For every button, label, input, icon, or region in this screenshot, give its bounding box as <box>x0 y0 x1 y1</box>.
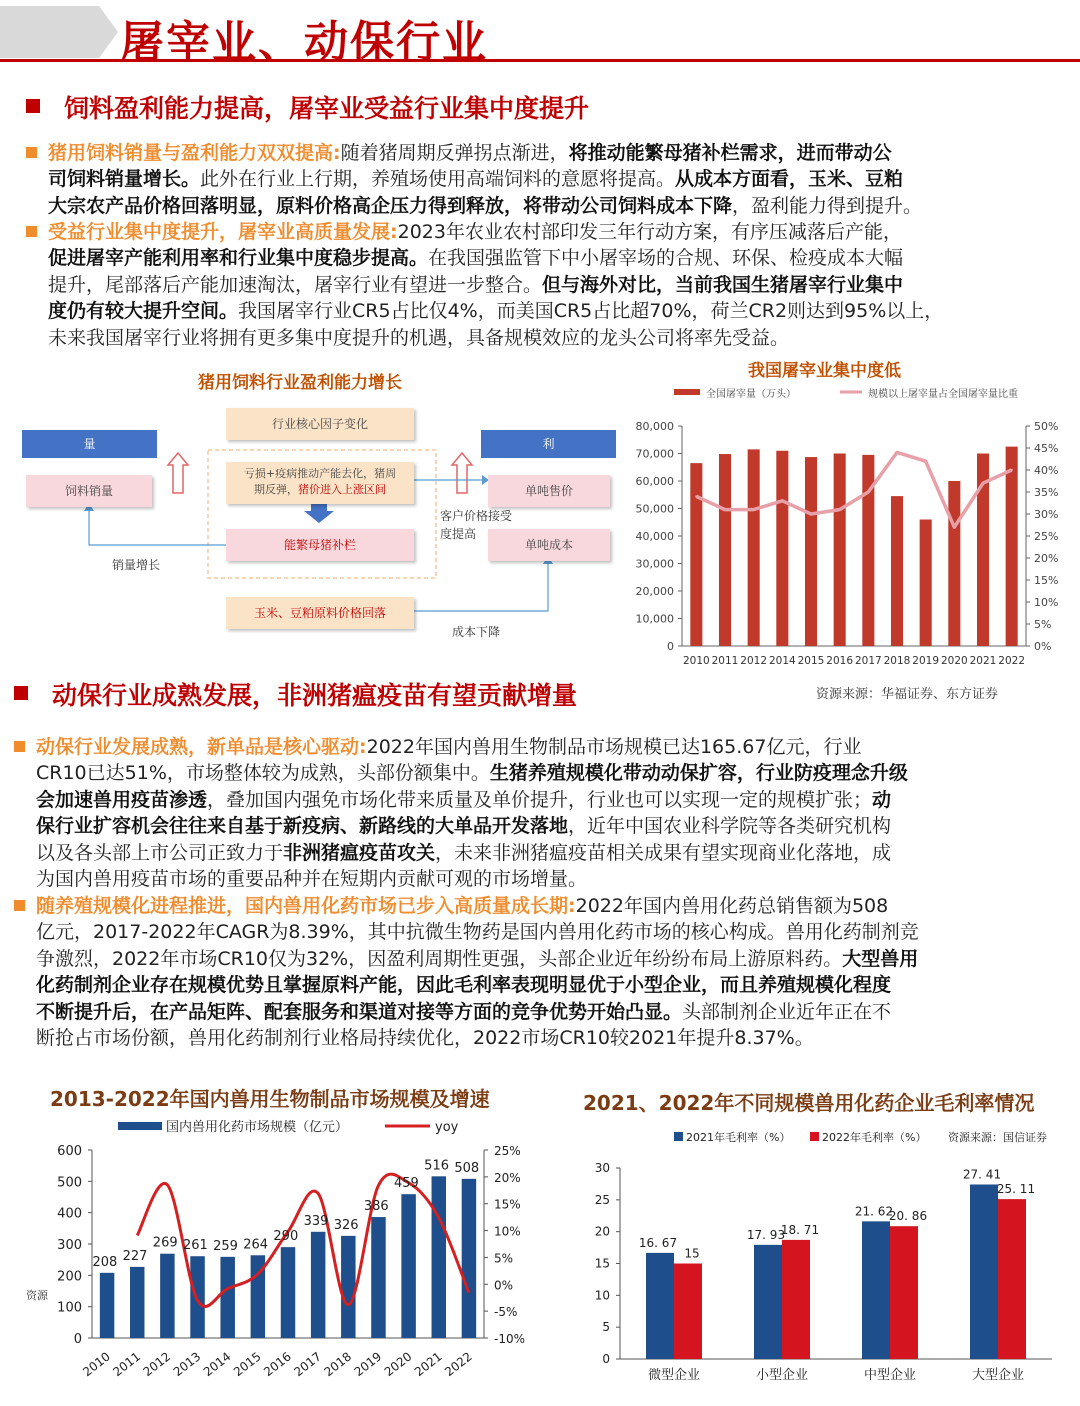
bold-text: 将推动能繁母猪补栏需求，进而带动公 <box>568 142 892 164</box>
y-tick: 5 <box>602 1320 610 1335</box>
diagram-box-feed-sales: 饲料销量 <box>26 475 152 507</box>
x-tick-label: 2016 <box>826 655 854 667</box>
text-line <box>36 919 1066 945</box>
text-line <box>36 999 1066 1025</box>
data-label: 20. 86 <box>888 1209 928 1224</box>
y-right-tick: 15% <box>1034 574 1059 587</box>
text-segment: ，盈利能力得到提升。 <box>732 194 923 217</box>
data-label: 27. 41 <box>962 1167 1002 1182</box>
legend-swatch-2022 <box>810 1132 819 1141</box>
bar-中型企业-2021 <box>862 1221 890 1359</box>
y-right-tick: -10% <box>494 1332 526 1346</box>
section1-bullet-2 <box>48 219 1078 351</box>
y-right-tick: 35% <box>1034 486 1059 499</box>
text-line <box>36 972 1066 998</box>
y-right-tick: 20% <box>1034 552 1059 565</box>
x-tick-label: 2018 <box>321 1349 355 1380</box>
bold-text: 非洲猪瘟疫苗攻关 <box>283 841 436 864</box>
y-right-tick: 45% <box>1034 442 1059 455</box>
y-left-tick: 300 <box>57 1238 82 1253</box>
x-tick-label: 微型企业 <box>647 1368 701 1383</box>
x-tick-label: 2012 <box>140 1349 174 1380</box>
bold-text: 度仍有较大提升空间。 <box>48 300 239 323</box>
margin-chart-source-note: 资源来源：国信证券 <box>948 1131 1047 1144</box>
data-label: 264 <box>243 1237 269 1253</box>
data-label: 15 <box>684 1246 700 1261</box>
text-line <box>36 1025 1066 1051</box>
text-segment: 此外在行业上行期，养殖场使用高端饲料的意愿将提高。 <box>200 168 676 191</box>
x-tick-label: 2015 <box>231 1349 264 1380</box>
x-tick-label: 2017 <box>291 1349 325 1380</box>
data-label: 290 <box>273 1229 299 1245</box>
share-line <box>696 452 1011 527</box>
x-tick-label: 2022 <box>998 655 1026 667</box>
bar-2010 <box>100 1273 114 1338</box>
bar-2012 <box>160 1254 174 1338</box>
bold-text: 促进屠宰产能利用率和行业集中度稳步提高。 <box>48 247 429 270</box>
legend-label-bar: 国内兽用化药市场规模（亿元） <box>166 1120 349 1135</box>
data-label: 459 <box>394 1176 419 1192</box>
section1-marker <box>26 99 40 113</box>
text-segment: 以及各头部上市公司正致力于 <box>36 841 284 864</box>
bold-text: 化药制剂企业存在规模优势且掌握原料产能，因此毛利率表现明显优于小型企业，而且养殖规模化程度 <box>36 974 892 997</box>
text-line <box>36 734 1066 760</box>
text-segment: 为国内兽用疫苗市场的重要品种并在短期内贡献可观的市场增量。 <box>36 868 588 891</box>
y-tick: 20 <box>594 1224 610 1239</box>
section2-source-note: 资源来源：华福证券、东方证券 <box>816 687 999 702</box>
section2-marker <box>14 686 28 700</box>
text-segment: CR10已达51%，市场整体较为成熟，头部份额集中。 <box>36 762 490 785</box>
y-right-tick: 20% <box>494 1170 521 1185</box>
bar-2018 <box>891 496 903 646</box>
text-line <box>36 946 1066 972</box>
y-tick: 15 <box>594 1256 610 1271</box>
text-line <box>48 245 1078 271</box>
y-left-tick: 60,000 <box>635 475 674 488</box>
text-segment: 头部制剂企业近年正在不 <box>682 1000 892 1023</box>
text-line <box>36 840 1066 866</box>
diagram-box-cycle <box>226 462 414 504</box>
x-tick-label: 2011 <box>711 655 739 667</box>
y-left-tick: 0 <box>73 1332 82 1347</box>
bar-2015 <box>805 457 817 646</box>
y-tick: 25 <box>594 1192 610 1207</box>
bold-text: 大宗农产品价格回落明显，原料价格高企压力得到释放，将带动公司饲料成本下降 <box>48 194 733 217</box>
bar-小型企业-2021 <box>754 1245 782 1359</box>
data-label: 17. 93 <box>746 1227 786 1242</box>
data-label: 21. 62 <box>854 1204 894 1219</box>
bullet-marker <box>14 900 25 911</box>
text-line <box>48 325 1078 351</box>
legend-label-2021: 2021年毛利率（%） <box>686 1131 791 1144</box>
y-right-tick: 25% <box>494 1144 521 1158</box>
section2-title: 动保行业成熟发展，非洲猪瘟疫苗有望贡献增量 <box>52 681 578 710</box>
diagram-box-unit-price: 单吨售价 <box>488 475 610 507</box>
margin-chart <box>580 1122 1080 1397</box>
y-right-tick: 0% <box>1034 640 1052 653</box>
diagram-cycle-line1: 亏损+疫病推动产能去化，猪周 <box>243 467 397 480</box>
bar-微型企业-2022 <box>674 1264 702 1360</box>
bullet-marker <box>14 741 25 752</box>
data-label: 339 <box>303 1213 329 1229</box>
text-line <box>36 787 1066 813</box>
y-tick: 30 <box>594 1161 610 1175</box>
x-tick-label: 2014 <box>200 1349 234 1380</box>
x-tick-label: 2018 <box>883 655 911 667</box>
header-chevron-decoration <box>0 6 118 58</box>
diagram-box-unit-cost: 单吨成本 <box>488 529 610 561</box>
legend-swatch-bar <box>674 389 700 395</box>
data-label: 16. 67 <box>638 1235 678 1250</box>
diagram-text-sales-growth: 销量增长 <box>112 558 161 572</box>
share-point-2022 <box>1010 469 1012 471</box>
legend-label-line: 规模以上屠宰量占全国屠宰量比重 <box>868 389 1018 400</box>
bold-text: 不断提升后，在产品矩阵、配套服务和渠道对接等方面的竞争优势开始凸显。 <box>36 1000 683 1023</box>
bar-2021 <box>432 1176 446 1338</box>
data-label: 208 <box>92 1254 118 1270</box>
share-point-2015 <box>810 513 812 515</box>
bar-微型企业-2021 <box>646 1253 674 1359</box>
bold-text: 生猪养殖规模化带动动保扩容，行业防疫理念升级 <box>489 762 908 785</box>
down-arrow-icon <box>304 503 334 523</box>
share-point-2016 <box>838 508 840 510</box>
bullet-marker <box>26 147 37 158</box>
data-label: 508 <box>454 1160 480 1176</box>
data-label: 227 <box>122 1248 148 1264</box>
text-segment: 断抢占市场份额，兽用化药制剂行业格局持续优化，2022市场CR10较2021年提升8.37%。 <box>36 1027 814 1050</box>
text-segment: 在我国强监管下中小屠宰场的合规、环保、检疫成本大幅 <box>428 247 904 270</box>
share-point-2012 <box>752 508 754 510</box>
y-left-tick: 100 <box>57 1300 82 1316</box>
text-line <box>48 166 1068 192</box>
share-point-2019 <box>924 460 926 462</box>
x-tick-label: 2020 <box>381 1349 415 1380</box>
data-label: 326 <box>333 1217 359 1233</box>
data-label: 18. 71 <box>780 1222 820 1237</box>
bar-2019 <box>920 520 932 647</box>
y-tick: 0 <box>602 1352 610 1366</box>
bar-2022 <box>462 1179 476 1338</box>
y-left-tick: 30,000 <box>635 557 674 571</box>
data-label: 261 <box>182 1238 208 1254</box>
diagram-cycle-line2: 期反弹，猪价进入上涨区间 <box>254 483 386 496</box>
bio-chart-title: 2013-2022年国内兽用生物制品市场规模及增速 <box>50 1087 490 1111</box>
bold-text: 动 <box>872 788 892 811</box>
text-segment: ，叠加国内强免市场化带来质量及单价提升，行业也可以实现一定的规模扩张； <box>207 788 873 811</box>
bio-market-chart <box>40 1112 540 1402</box>
section1-bullet-1 <box>48 140 1068 219</box>
legend-label-line: yoy <box>435 1120 459 1135</box>
y-right-tick: 10% <box>1034 596 1059 609</box>
legend-label-2022: 2022年毛利率（%） <box>822 1131 927 1144</box>
x-tick-label: 2012 <box>740 655 768 667</box>
y-right-tick: 15% <box>494 1197 521 1212</box>
x-tick-label: 2019 <box>912 655 940 667</box>
text-line <box>48 272 1078 298</box>
bar-大型企业-2021 <box>970 1184 998 1359</box>
text-line <box>36 893 1066 919</box>
highlight-text: 随养殖规模化进程推进，国内兽用化药市场已步入高质量成长期: <box>36 895 576 917</box>
bold-text: 从成本方面看，玉米、豆粕 <box>675 168 904 191</box>
diagram-core-factor: 行业核心因子变化 <box>226 408 414 440</box>
diagram-label-volume: 量 <box>22 430 157 458</box>
diagram-box-sow-restock: 能繁母猪补栏 <box>226 529 414 561</box>
bold-text: 大型兽用 <box>842 947 919 970</box>
y-right-tick: 10% <box>494 1224 521 1239</box>
bar-大型企业-2022 <box>998 1199 1026 1359</box>
bar-2014 <box>220 1257 234 1338</box>
section2-bullet-1 <box>36 734 1066 892</box>
bar-小型企业-2022 <box>782 1240 810 1359</box>
bar-2022 <box>1006 447 1018 646</box>
slaughter-chart-title: 我国屠宰业集中度低 <box>748 361 901 381</box>
x-tick-label: 2011 <box>110 1349 144 1380</box>
bar-2016 <box>281 1247 295 1338</box>
highlight-text: 动保行业发展成熟，新单品是核心驱动: <box>36 736 367 758</box>
diagram-label-profit: 利 <box>481 430 616 458</box>
text-segment: 2023年农业农村部印发三年行动方案，有序压减落后产能， <box>397 221 902 243</box>
text-line <box>48 193 1068 219</box>
slaughter-chart <box>630 378 1070 670</box>
text-line <box>48 219 1078 245</box>
y-right-tick: 0% <box>494 1278 514 1293</box>
share-point-2017 <box>867 491 869 493</box>
y-left-tick: 500 <box>57 1175 82 1191</box>
text-line <box>36 760 1066 786</box>
x-tick-label: 2019 <box>351 1349 385 1380</box>
up-arrow-icon <box>452 453 472 493</box>
y-left-tick: 40,000 <box>635 530 674 543</box>
text-segment: 提升，尾部落后产能加速淘汰，屠宰行业有望进一步整合。 <box>48 273 543 296</box>
diagram-box-corn-soy: 玉米、豆粕原料价格回落 <box>226 597 414 629</box>
bullet-marker <box>26 226 37 237</box>
bar-2019 <box>371 1217 385 1338</box>
share-point-2020 <box>953 526 955 528</box>
y-left-tick: 50,000 <box>635 502 674 516</box>
bar-2020 <box>401 1194 415 1338</box>
share-point-2021 <box>982 482 984 484</box>
bar-2020 <box>948 481 960 646</box>
highlight-text: 猪用饲料销量与盈利能力双双提高: <box>48 142 341 164</box>
x-tick-label: 中型企业 <box>863 1368 917 1383</box>
x-tick-label: 2010 <box>80 1349 113 1380</box>
text-line <box>48 140 1068 166</box>
bar-2016 <box>834 454 846 647</box>
x-tick-label: 小型企业 <box>755 1368 809 1383</box>
y-left-tick: 400 <box>57 1206 82 1222</box>
section2-bullet-2 <box>36 893 1066 1051</box>
y-left-tick: 600 <box>57 1144 82 1159</box>
y-right-tick: 5% <box>494 1251 514 1266</box>
text-segment: 我国屠宰行业CR5占比仅4%，而美国CR5占比超70%，荷兰CR2则达到95%以上， <box>238 300 944 323</box>
bold-text: 会加速兽用疫苗渗透 <box>36 788 208 811</box>
x-tick-label: 大型企业 <box>971 1368 1025 1383</box>
legend-swatch-2021 <box>674 1132 683 1141</box>
text-segment: 随着猪周期反弹拐点渐进， <box>340 142 569 164</box>
bold-text: 但与海外对比，当前我国生猪屠宰行业集中 <box>542 273 904 296</box>
data-label: 516 <box>424 1158 450 1174</box>
share-point-2011 <box>724 508 726 510</box>
y-right-tick: 50% <box>1034 420 1059 433</box>
text-segment: 亿元，2017-2022年CAGR为8.39%，其中抗微生物药是国内兽用化药市场的核心构成。兽用化药制剂竞 <box>36 921 919 944</box>
y-right-tick: 30% <box>1034 508 1059 521</box>
x-tick-label: 2016 <box>261 1349 294 1380</box>
y-right-tick: -5% <box>494 1305 518 1320</box>
up-arrow-icon <box>168 453 188 493</box>
y-left-tick: 0 <box>667 640 674 653</box>
legend-label-bar: 全国屠宰量（万头） <box>706 389 796 400</box>
text-segment: ，未来非洲猪瘟疫苗相关成果有望实现商业化落地，成 <box>435 841 892 864</box>
data-label: 386 <box>363 1199 389 1215</box>
bar-2012 <box>748 449 760 646</box>
text-segment: 2022年国内兽用化药总销售额为508 <box>575 895 889 917</box>
y-right-tick: 25% <box>1034 530 1059 543</box>
diagram-text-price-acceptance: 客户价格接受 度提高 <box>440 509 513 541</box>
text-segment: 未来我国屠宰行业将拥有更多集中度提升的机遇，具备规模效应的龙头公司将率先受益。 <box>48 326 790 349</box>
y-left-tick: 80,000 <box>635 420 674 433</box>
y-left-tick: 20,000 <box>635 585 674 598</box>
bar-2018 <box>341 1236 355 1338</box>
x-tick-label: 2015 <box>797 655 825 667</box>
y-left-tick: 70,000 <box>635 447 674 461</box>
y-left-tick: 200 <box>57 1269 82 1285</box>
x-tick-label: 2010 <box>682 655 710 667</box>
bar-2017 <box>311 1232 325 1338</box>
x-tick-label: 2014 <box>768 655 796 667</box>
y-tick: 10 <box>594 1288 610 1303</box>
bar-2011 <box>719 454 731 646</box>
bar-2010 <box>690 463 702 646</box>
x-tick-label: 2017 <box>854 655 882 667</box>
highlight-text: 受益行业集中度提升，屠宰业高质量发展: <box>48 221 398 243</box>
x-tick-label: 2020 <box>940 655 968 667</box>
x-tick-label: 2013 <box>170 1349 204 1380</box>
bio-chart-side-note: 资源 <box>26 1289 48 1302</box>
y-right-tick: 5% <box>1034 618 1052 631</box>
data-label: 269 <box>152 1235 178 1251</box>
share-point-2018 <box>896 451 898 453</box>
bar-2014 <box>776 451 788 646</box>
text-segment: 争激烈，2022年市场CR10仅为32%，因盈利周期性更强，头部企业近年纷纷布局上游原料药。 <box>36 947 843 970</box>
bold-text: 保行业扩容机会往往来自基于新疫病、新路线的大单品开发落地 <box>36 815 569 838</box>
text-line <box>48 298 1078 324</box>
text-segment: 2022年国内兽用生物制品市场规模已达165.67亿元，行业 <box>366 736 862 758</box>
text-line <box>36 866 1066 892</box>
x-tick-label: 2021 <box>411 1349 445 1380</box>
section1-title: 饲料盈利能力提高，屠宰业受益行业集中度提升 <box>64 94 590 123</box>
share-point-2014 <box>781 500 783 502</box>
bar-2011 <box>130 1267 144 1338</box>
data-label: 259 <box>213 1238 238 1254</box>
text-segment: ，近年中国农业科学院等各类研究机构 <box>568 815 892 838</box>
share-point-2010 <box>695 495 697 497</box>
diagram-title: 猪用饲料行业盈利能力增长 <box>198 373 402 393</box>
bold-text: 司饲料销量增长。 <box>48 168 201 191</box>
x-tick-label: 2021 <box>969 655 997 667</box>
page-title: 屠宰业、动保行业 <box>120 17 488 68</box>
margin-chart-title: 2021、2022年不同规模兽用化药企业毛利率情况 <box>583 1091 1035 1115</box>
diagram-text-cost-down: 成本下降 <box>452 625 501 639</box>
text-line <box>36 813 1066 839</box>
data-label: 25. 11 <box>996 1182 1036 1197</box>
legend-swatch-bar <box>118 1122 162 1130</box>
y-right-tick: 40% <box>1034 464 1059 477</box>
bar-中型企业-2022 <box>890 1226 918 1359</box>
y-left-tick: 10,000 <box>635 612 674 626</box>
x-tick-label: 2022 <box>442 1349 475 1380</box>
